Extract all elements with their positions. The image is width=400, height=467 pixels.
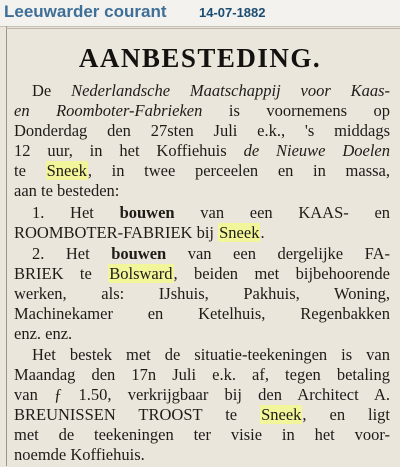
article-line — [32, 244, 390, 264]
article-line — [14, 405, 390, 425]
article-line — [14, 385, 390, 405]
article-line — [14, 181, 390, 201]
line-text: werken, als: IJshuis, Pakhuis, Woning, — [14, 284, 390, 303]
archive-header — [0, 0, 400, 26]
article-heading: AANBESTEDING. — [78, 43, 322, 73]
newspaper-title[interactable]: Leeuwarder courant — [4, 2, 167, 21]
line-text: , beiden met bijbehoorende — [173, 264, 390, 283]
line-text: is voornemens op — [228, 101, 390, 120]
line-text: te — [14, 161, 26, 180]
article-line — [14, 304, 390, 324]
top-rule — [6, 28, 400, 29]
article-line — [32, 345, 390, 365]
line-text: aan te besteden: — [14, 181, 120, 200]
article-line — [14, 121, 390, 141]
line-bold-text: bouwen — [111, 244, 167, 263]
line-text: noemde Koffiehuis. — [14, 445, 145, 464]
line-text: BREUNISSEN TROOST te — [14, 405, 238, 424]
article-line — [14, 141, 390, 161]
line-text: van een dergelijke FA- — [187, 244, 390, 263]
line-bold-text: bouwen — [119, 203, 175, 222]
line-text: 12 uur, in het Koffiehuis — [14, 141, 227, 160]
article-line — [14, 264, 390, 284]
line-text: De — [32, 81, 52, 100]
line-text: enz. enz. — [14, 324, 73, 343]
line-italic-text: de Nieuwe Doelen — [243, 141, 390, 160]
article-line — [14, 445, 390, 465]
line-text: , in twee perceelen en in massa, — [87, 161, 390, 180]
line-text: , en ligt — [302, 405, 390, 424]
article-line — [14, 161, 390, 181]
article-line — [14, 425, 390, 445]
line-text: . — [260, 223, 265, 242]
line-text: Donderdag den 27sten Juli e.k., 's middags — [14, 121, 390, 140]
article-line — [14, 101, 390, 121]
search-highlight[interactable]: Sneek — [46, 161, 87, 180]
article-line — [14, 365, 390, 385]
line-text: Maandag den 17n Juli e.k. af, tegen betaling — [14, 365, 390, 384]
line-text: van een KAAS- en — [200, 203, 390, 222]
article-line — [14, 324, 390, 344]
article-line — [32, 203, 390, 223]
line-italic-text: Nederlandsche Maatschappij voor Kaas- — [71, 81, 390, 100]
search-highlight[interactable]: Bolsward — [109, 264, 173, 283]
line-text: 1. Het — [32, 203, 94, 222]
publication-date: 14-07-1882 — [199, 5, 266, 20]
search-highlight[interactable]: Sneek — [261, 405, 302, 424]
line-text: 2. Het — [32, 244, 90, 263]
article-line — [14, 284, 390, 304]
line-italic-text: en Roomboter-Fabrieken — [14, 101, 203, 120]
line-text: van ƒ 1.50, verkrijgbaar bij den Architect A. — [14, 385, 390, 404]
line-text: Het bestek met de situatie-teekeningen is van — [32, 345, 390, 364]
line-text: met de teekeningen ter visie in het voor- — [14, 425, 390, 444]
article-line — [14, 223, 390, 243]
line-text: BRIEK te — [14, 264, 92, 283]
line-text: ROOMBOTER-FABRIEK bij — [14, 223, 214, 242]
line-text: Machinekamer en Ketelhuis, Regenbakken — [14, 304, 390, 323]
search-highlight[interactable]: Sneek — [219, 223, 260, 242]
article-line — [32, 81, 390, 101]
column-rule — [6, 26, 7, 466]
